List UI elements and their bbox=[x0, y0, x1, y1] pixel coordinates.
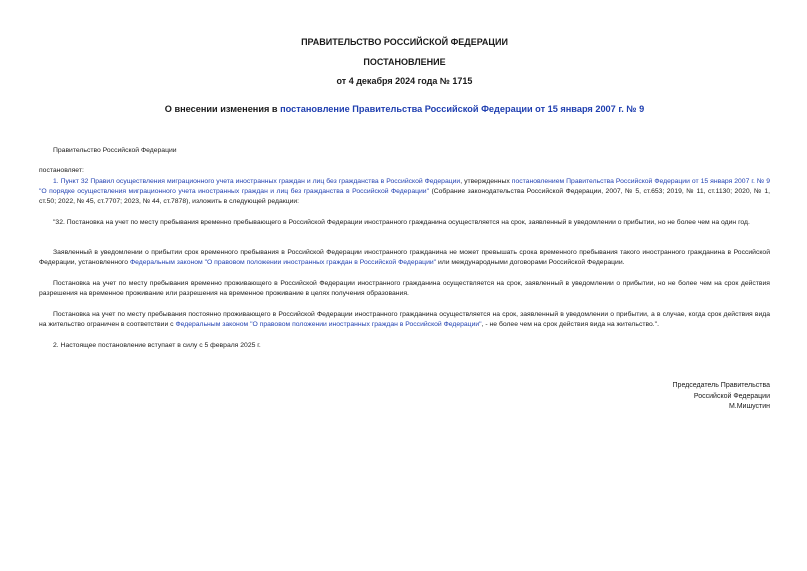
signature-line-3: М.Мишустин bbox=[728, 403, 770, 410]
title-link[interactable]: постановление Правительства Российской Федерации от 15 января 2007 г. № 9 bbox=[280, 104, 645, 114]
federal-law-link-2[interactable]: Федеральным законом "О правовом положении иностранных граждан в Российской Федерации" bbox=[175, 321, 482, 328]
paragraph-temporary-residence: Постановка на учет по месту пребывания временно проживающего в Российской Федерации иностранного гражданина осуществляется на срок, заявленный в уведомлении о прибытии, но не более чем на срок действия разрешения на временное проживание или разрешения на временное проживание в целях получения образования. bbox=[39, 280, 770, 297]
resolves-line: постановляет: bbox=[39, 167, 84, 174]
signature-block bbox=[673, 381, 770, 413]
item1-text2: (Собрание законодательства Российской Федерации, 2007, № 5, ст.653; 2019, № 11, ст.1130; 2020, № 1, ст.50; 2022, № 45, ст.7707; 2023, № 44, ст.7878), изложить в следующей редакции: bbox=[39, 188, 770, 205]
date-number-heading: от 4 декабря 2024 года № 1715 bbox=[336, 76, 473, 86]
issuer-line: Правительство Российской Федерации bbox=[53, 147, 177, 154]
paragraph-32: "32. Постановка на учет по месту пребывания временно пребывающего в Российской Федерации иностранного гражданина осуществляется на срок, заявленный в уведомлении о прибытии, но не более чем на один год. bbox=[53, 219, 750, 226]
item-1 bbox=[39, 177, 770, 207]
paragraph-stated-term bbox=[39, 248, 770, 268]
item-2: 2. Настоящее постановление вступает в силу с 5 февраля 2025 г. bbox=[53, 342, 261, 349]
rules-link[interactable]: 1. Пункт 32 Правил осуществления миграционного учета иностранных граждан и лиц без гражданства в Российской Федерации bbox=[53, 178, 461, 185]
resolution-link[interactable]: постановлением Правительства Российской Федерации от 15 января 2007 г. № 9 "О порядке осуществления миграционного учета иностранных граждан и лиц без гражданства в Российской Федерации" bbox=[39, 178, 770, 195]
para-a-text1: Заявленный в уведомлении о прибытии срок временного пребывания в Российской Федерации иностранного гражданина не может превышать срока временного пребывания такого иностранного гражданина в Российской Федерации, установленного bbox=[39, 249, 770, 266]
para-c-text1: Постановка на учет по месту пребывания постоянно проживающего в Российской Федерации иностранного гражданина осуществляется на срок, заявленный в уведомлении о прибытии, а в случае, когда срок действия вида на жительство ограничен в соответствии с bbox=[39, 311, 770, 328]
federal-law-link-1[interactable]: Федеральным законом "О правовом положении иностранных граждан в Российской Федерации" bbox=[129, 259, 437, 266]
government-heading: ПРАВИТЕЛЬСТВО РОССИЙСКОЙ ФЕДЕРАЦИИ bbox=[301, 37, 508, 47]
para-a-text2: или международными договорами Российской Федерации. bbox=[436, 259, 625, 266]
para-c-text2: , - не более чем на срок действия вида на жительство.". bbox=[481, 321, 659, 328]
item1-text1: , утвержденных bbox=[460, 178, 512, 185]
doc-type-heading: ПОСТАНОВЛЕНИЕ bbox=[363, 57, 446, 67]
signature-line-1: Председатель Правительства bbox=[672, 382, 770, 389]
paragraph-permanent-residence bbox=[39, 310, 770, 330]
title-prefix: О внесении изменения в bbox=[164, 104, 281, 114]
signature-line-2: Российской Федерации bbox=[693, 392, 770, 400]
document-title bbox=[39, 104, 770, 114]
